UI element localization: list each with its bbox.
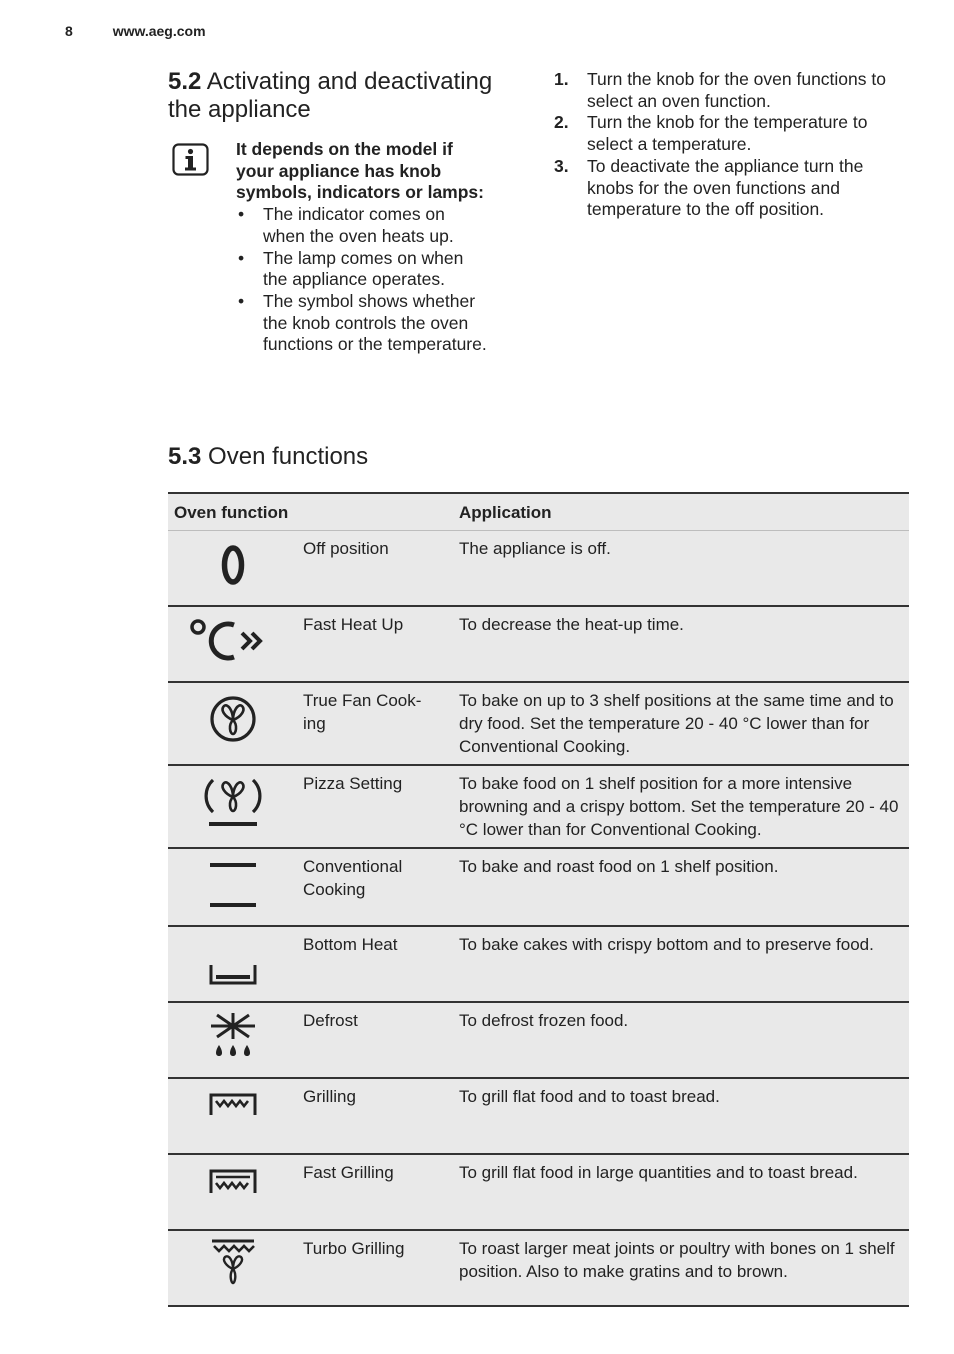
info-note — [236, 139, 491, 356]
section-title: Activating and deactivating the appliance — [168, 68, 493, 123]
function-icon-cell — [168, 531, 297, 607]
section-5-2-heading — [168, 68, 508, 124]
function-name: Defrost — [297, 1002, 453, 1078]
grilling-icon — [203, 1085, 263, 1141]
function-icon-cell — [168, 606, 297, 682]
true-fan-cooking-icon — [203, 689, 263, 749]
table-row — [168, 1078, 909, 1154]
step-item — [554, 69, 909, 112]
step-text: Turn the knob for the temperature to select a temperature. — [587, 112, 868, 155]
table-header-row — [168, 493, 909, 531]
table-row — [168, 606, 909, 682]
function-application: To bake cakes with crispy bottom and to preserve food. — [453, 926, 909, 1002]
note-bullet: • The indicator comes on when the oven heats up. — [236, 204, 491, 247]
note-bullet: • The symbol shows whether the knob controls the oven functions or the temperature. — [236, 291, 491, 356]
function-icon-cell — [168, 682, 297, 765]
note-bullet: • The lamp comes on when the appliance operates. — [236, 248, 491, 291]
function-application: To bake and roast food on 1 shelf position. — [453, 848, 909, 926]
function-application: To decrease the heat-up time. — [453, 606, 909, 682]
function-name: True Fan Cook- ing — [297, 682, 453, 765]
step-text: Turn the knob for the oven functions to select an oven function. — [587, 69, 886, 111]
pizza-setting-icon — [201, 772, 265, 834]
table-row — [168, 765, 909, 848]
function-name: Fast Grilling — [297, 1154, 453, 1230]
column-header-application: Application — [453, 493, 909, 531]
fast-grilling-icon — [203, 1161, 263, 1217]
table-row — [168, 1002, 909, 1078]
step-number: 3. — [554, 155, 569, 176]
section-number: 5.2 — [168, 68, 202, 95]
step-item — [554, 112, 909, 155]
off-position-icon — [203, 537, 263, 593]
function-name: Turbo Grilling — [297, 1230, 453, 1306]
section-5-3-heading — [168, 443, 368, 471]
website-link[interactable]: www.aeg.com — [112, 23, 206, 39]
table-row — [168, 926, 909, 1002]
function-application: To roast larger meat joints or poultry with bones on 1 shelf position. Also to make gratins and to brown. — [453, 1230, 909, 1306]
note-lead: It depends on the model if your appliance has knob symbols, indicators or lamps: — [236, 139, 484, 203]
function-name: Off position — [297, 531, 453, 607]
function-application: The appliance is off. — [453, 531, 909, 607]
section-number: 5.3 — [168, 443, 202, 470]
function-name: Conventional Cooking — [297, 848, 453, 926]
function-application: To grill flat food in large quantities and to toast bread. — [453, 1154, 909, 1230]
column-header-oven-function: Oven function — [168, 493, 453, 531]
function-icon-cell — [168, 1078, 297, 1154]
table-row — [168, 1154, 909, 1230]
function-icon-cell — [168, 765, 297, 848]
function-name: Fast Heat Up — [297, 606, 453, 682]
function-application: To defrost frozen food. — [453, 1002, 909, 1078]
step-item — [554, 156, 909, 221]
oven-functions-table — [168, 492, 909, 1307]
function-application: To bake on up to 3 shelf positions at the same time and to dry food. Set the temperature 20 - 40 °C lower than for Conventional Cooking. — [453, 682, 909, 765]
function-application: To bake food on 1 shelf position for a more intensive browning and a crispy bottom. Set the temperature 20 - 40 °C lower than for Conventional Cooking. — [453, 765, 909, 848]
function-icon-cell — [168, 1154, 297, 1230]
activation-steps — [554, 69, 909, 221]
note-bullets — [236, 204, 491, 356]
table-row — [168, 1230, 909, 1306]
page-header — [65, 23, 206, 39]
section-title: Oven functions — [208, 443, 369, 470]
function-application: To grill flat food and to toast bread. — [453, 1078, 909, 1154]
step-text: To deactivate the appliance turn the knobs for the oven functions and temperature to the off position. — [587, 155, 864, 220]
function-name: Pizza Setting — [297, 765, 453, 848]
step-number: 1. — [554, 69, 569, 89]
page-number: 8 — [65, 23, 73, 39]
conventional-cooking-icon — [203, 855, 263, 913]
function-icon-cell — [168, 848, 297, 926]
bottom-heat-icon — [203, 933, 263, 989]
table-row — [168, 682, 909, 765]
table-row — [168, 848, 909, 926]
turbo-grilling-icon — [203, 1237, 263, 1293]
function-icon-cell — [168, 1230, 297, 1306]
defrost-icon — [203, 1009, 263, 1065]
function-icon-cell — [168, 1002, 297, 1078]
function-name: Grilling — [297, 1078, 453, 1154]
fast-heat-up-icon — [186, 613, 280, 669]
function-name: Bottom Heat — [297, 926, 453, 1002]
info-icon — [172, 143, 209, 176]
function-icon-cell — [168, 926, 297, 1002]
step-number: 2. — [554, 112, 569, 133]
table-row — [168, 531, 909, 607]
